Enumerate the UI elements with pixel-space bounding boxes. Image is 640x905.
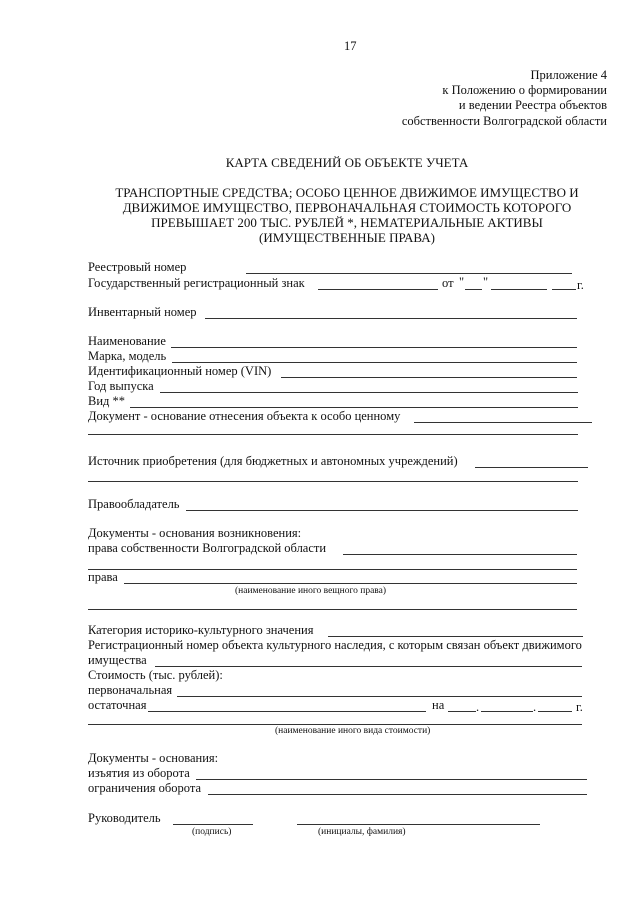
from-label: от	[442, 276, 454, 290]
quote-open: "	[459, 275, 465, 289]
residual-year-suffix: г.	[576, 700, 583, 714]
year-of-issue-field[interactable]	[160, 392, 578, 393]
registry-number-label: Реестровый номер	[88, 260, 187, 274]
name-field[interactable]	[171, 347, 577, 348]
withdrawal-field[interactable]	[196, 779, 587, 780]
vin-label: Идентификационный номер (VIN)	[88, 364, 272, 378]
heritage-reg-number-field[interactable]	[155, 666, 582, 667]
other-real-right-caption: (наименование иного вещного права)	[235, 586, 387, 596]
quote-close: "	[483, 275, 489, 289]
page-number: 17	[344, 39, 357, 53]
right-holder-field[interactable]	[186, 510, 578, 511]
residual-cost-field[interactable]	[148, 711, 426, 712]
state-reg-sign-label: Государственный регистрационный знак	[88, 276, 305, 290]
appendix-line-1: Приложение 4	[530, 68, 607, 82]
other-cost-field[interactable]	[88, 724, 582, 725]
date-year-field[interactable]	[552, 289, 576, 290]
ownership-right-label: права собственности Волгоградской области	[88, 541, 327, 555]
state-reg-sign-field[interactable]	[318, 289, 438, 290]
inventory-number-field[interactable]	[205, 318, 577, 319]
subtitle-line-4: (ИМУЩЕСТВЕННЫЕ ПРАВА)	[259, 230, 435, 245]
property-label: имущества	[88, 653, 147, 667]
date-dot-1: .	[476, 700, 480, 714]
on-label: на	[432, 698, 445, 712]
date-month-field[interactable]	[491, 289, 547, 290]
heritage-category-label: Категория историко-культурного значения	[88, 623, 314, 637]
year-suffix: г.	[577, 278, 584, 292]
appendix-line-2: к Положению о формировании	[442, 83, 607, 97]
type-label: Вид **	[88, 394, 126, 408]
cost-label: Стоимость (тыс. рублей):	[88, 668, 223, 682]
withdrawal-label: изъятия из оборота	[88, 766, 190, 780]
acquisition-source-label: Источник приобретения (для бюджетных и автономных учреждений)	[88, 454, 458, 468]
valuable-basis-doc-field[interactable]	[414, 422, 592, 423]
restriction-label: ограничения оборота	[88, 781, 202, 795]
date-day-field[interactable]	[465, 289, 482, 290]
subtitle-line-2: ДВИЖИМОЕ ИМУЩЕСТВО, ПЕРВОНАЧАЛЬНАЯ СТОИМОСТЬ КОТОРОГО	[122, 200, 572, 215]
residual-date-year-field[interactable]	[538, 711, 572, 712]
head-label: Руководитель	[88, 811, 161, 825]
acquisition-source-field-2[interactable]	[88, 481, 578, 482]
residual-date-day-field[interactable]	[448, 711, 476, 712]
basis-docs-label: Документы - основания:	[88, 751, 219, 765]
valuable-basis-doc-field-2[interactable]	[88, 434, 578, 435]
signature-field[interactable]	[173, 824, 253, 825]
restriction-field[interactable]	[208, 794, 587, 795]
year-of-issue-label: Год выпуска	[88, 379, 154, 393]
acquisition-source-field[interactable]	[475, 467, 588, 468]
rights-field[interactable]	[124, 583, 577, 584]
initial-cost-field[interactable]	[177, 696, 582, 697]
rights-field-2[interactable]	[88, 609, 577, 610]
right-holder-label: Правообладатель	[88, 497, 180, 511]
residual-date-month-field[interactable]	[481, 711, 533, 712]
date-dot-2: .	[533, 700, 537, 714]
other-cost-caption: (наименование иного вида стоимости)	[275, 726, 431, 736]
initials-field[interactable]	[297, 824, 540, 825]
subtitle-line-3: ПРЕВЫШАЕТ 200 ТЫС. РУБЛЕЙ *, НЕМАТЕРИАЛЬНЫЕ АКТИВЫ	[151, 215, 543, 230]
initials-caption: (инициалы, фамилия)	[318, 827, 406, 837]
heritage-category-field[interactable]	[328, 636, 583, 637]
name-label: Наименование	[88, 334, 166, 348]
appendix-line-3: и ведении Реестра объектов	[458, 98, 607, 112]
valuable-basis-doc-label: Документ - основание отнесения объекта к особо ценному	[88, 409, 401, 423]
card-title: КАРТА СВЕДЕНИЙ ОБ ОБЪЕКТЕ УЧЕТА	[225, 155, 469, 170]
origin-docs-label: Документы - основания возникновения:	[88, 526, 302, 540]
ownership-right-field[interactable]	[343, 554, 577, 555]
subtitle-line-1: ТРАНСПОРТНЫЕ СРЕДСТВА; ОСОБО ЦЕННОЕ ДВИЖИМОЕ ИМУЩЕСТВО И	[115, 185, 579, 200]
signature-caption: (подпись)	[192, 827, 232, 837]
ownership-right-field-2[interactable]	[88, 569, 577, 570]
appendix-line-4: собственности Волгоградской области	[401, 114, 607, 128]
type-field[interactable]	[130, 407, 578, 408]
heritage-reg-number-label: Регистрационный номер объекта культурного наследия, с которым связан объект движимого	[88, 638, 582, 652]
vin-field[interactable]	[281, 377, 577, 378]
initial-cost-label: первоначальная	[88, 683, 173, 697]
inventory-number-label: Инвентарный номер	[88, 305, 197, 319]
brand-model-field[interactable]	[172, 362, 577, 363]
residual-cost-label: остаточная	[88, 698, 147, 712]
registry-number-field[interactable]	[246, 273, 572, 274]
rights-label: права	[88, 570, 118, 584]
brand-model-label: Марка, модель	[88, 349, 167, 363]
